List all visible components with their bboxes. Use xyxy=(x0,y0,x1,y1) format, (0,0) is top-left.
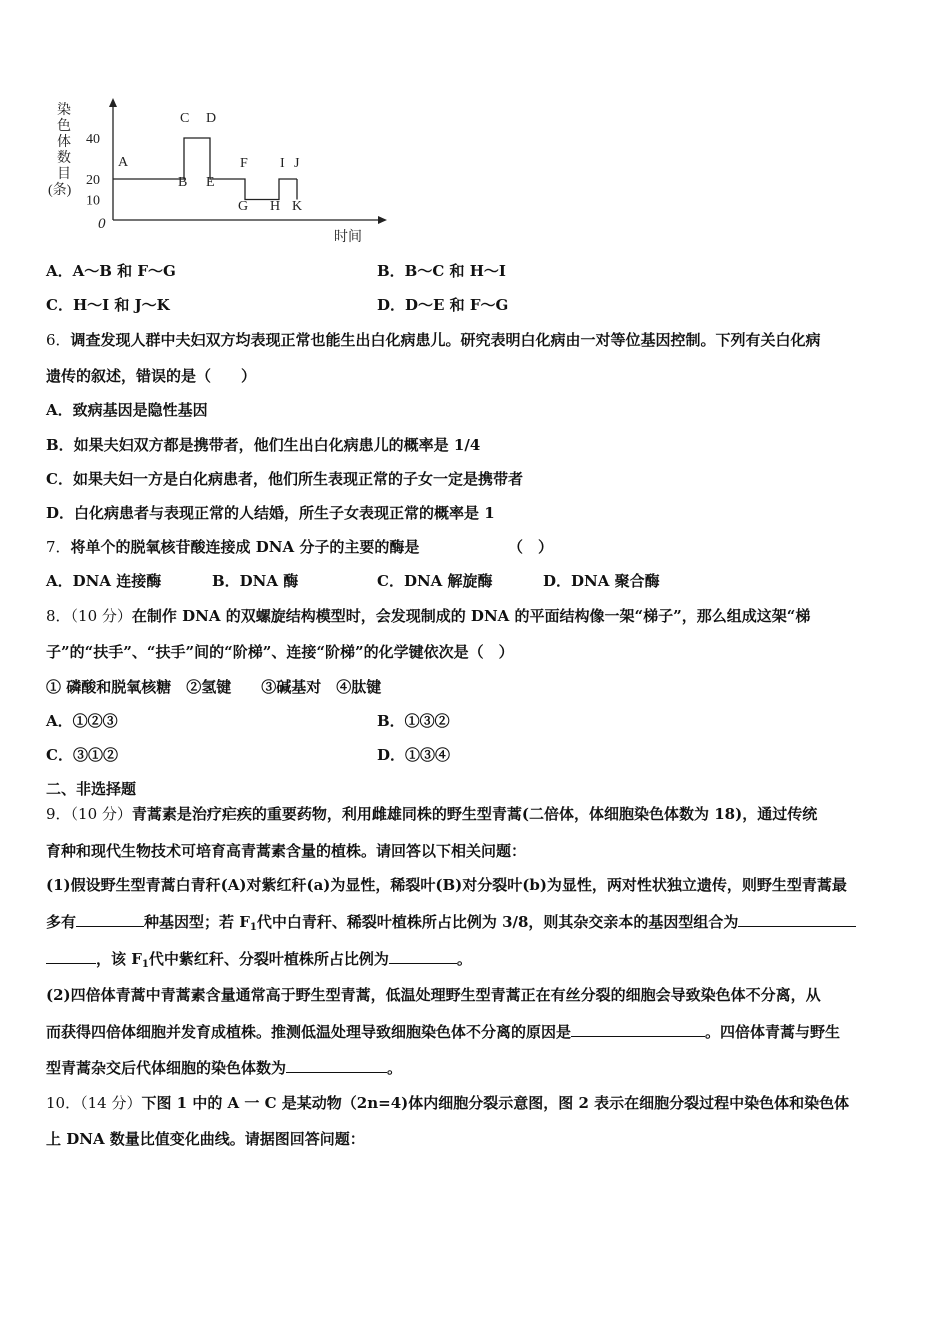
q6-stem-line2: 遗传的叙述，错误的是（ ） xyxy=(46,367,257,385)
q8-stem-line2: 子”的“扶手”、“扶手”间的“阶梯”、连接“阶梯”的化学键依次是（ ） xyxy=(46,643,514,661)
q6-option-c: C．如果夫妇一方是白化病患者，他们所生表现正常的子女一定是携带者 xyxy=(46,470,523,488)
q7-option-b: B．DNA 酶 xyxy=(212,572,299,590)
q6-option-a: A．致病基因是隐性基因 xyxy=(46,401,208,419)
y-axis-label-char: 数 xyxy=(57,151,71,166)
q9-part1-line1: (1)假设野生型青蒿白青秆(A)对紫红秆(a)为显性，稀裂叶(B)对分裂叶(b)为显性，两对性状独立遗传，则野生型青蒿最 xyxy=(46,876,847,894)
q8-score: （10 分） xyxy=(70,607,132,625)
q9-text: 代中紫红秆、分裂叶植株所占比例为 xyxy=(148,950,389,968)
section-heading: 二、非选择题 xyxy=(46,780,137,798)
q10-number: 10． xyxy=(46,1094,81,1112)
q8-stem-line1: 在制作 DNA 的双螺旋结构模型时，会发现制成的 DNA 的平面结构像一架“梯子”，那么组成这架“梯 xyxy=(131,607,811,625)
q9-text: 型青蒿杂交后代体细胞的染色体数为 xyxy=(46,1059,287,1077)
answer-blank-genotype-count[interactable] xyxy=(76,912,144,927)
q8-stem xyxy=(46,606,910,626)
q8-option-c: C．③①② xyxy=(46,746,118,764)
answer-blank-reason[interactable] xyxy=(571,1022,705,1037)
point-label-h: H xyxy=(270,199,281,214)
q9-part2-line1: (2)四倍体青蒿中青蒿素含量通常高于野生型青蒿，低温处理野生型青蒿正在有丝分裂的细胞会导致染色体不分离，从 xyxy=(46,986,821,1004)
q9-stem xyxy=(46,804,910,824)
point-label-i: I xyxy=(280,156,285,171)
point-label-c: C xyxy=(180,111,190,126)
point-label-d: D xyxy=(206,111,217,126)
q9-part1-line2 xyxy=(46,912,910,932)
y-axis-label xyxy=(48,101,72,198)
x-axis-label: 时间 xyxy=(334,230,362,245)
y-axis-label-char: (条) xyxy=(48,183,72,198)
q9-number: 9． xyxy=(46,805,71,823)
q5-option-d: D．D～E 和 F～G xyxy=(377,296,509,314)
point-label-a: A xyxy=(118,155,129,170)
q5-option-a: A．A～B 和 F～G xyxy=(46,262,176,280)
subscript: 1 xyxy=(141,959,149,970)
q9-text: 种基因型；若 F xyxy=(144,913,250,931)
q9-text: 代中白青秆、稀裂叶植株所占比例为 3/8，则其杂交亲本的基因型组合为 xyxy=(256,913,739,931)
point-label-g: G xyxy=(238,199,249,214)
q7-option-a: A．DNA 连接酶 xyxy=(46,572,162,590)
q6-option-b: B．如果夫妇双方都是携带者，他们生出白化病患儿的概率是 1/4 xyxy=(46,436,481,454)
q8-option-d: D．①③④ xyxy=(377,746,451,764)
y-axis-label-char: 色 xyxy=(57,119,71,134)
y-tick-label: 40 xyxy=(86,132,100,147)
point-label-f: F xyxy=(240,156,248,171)
q10-stem-line1: 下图 1 中的 A 一 C 是某动物（2n=4)体内细胞分裂示意图，图 2 表示在细胞分裂过程中染色体和染色体 xyxy=(141,1094,850,1112)
q10-stem xyxy=(46,1093,910,1113)
point-label-e: E xyxy=(206,175,215,190)
q6-stem-line1: 调查发现人群中夫妇双方均表现正常也能生出白化病患儿。研究表明白化病由一对等位基因控制。下列有关白化病 xyxy=(70,331,821,349)
q5-option-b: B．B～C 和 H～I xyxy=(377,262,506,280)
q9-text: 。 xyxy=(456,950,472,968)
y-tick-label: 10 xyxy=(86,193,100,209)
answer-blank-proportion[interactable] xyxy=(389,949,457,964)
point-label-k: K xyxy=(292,199,303,214)
q5-option-c: C．H～I 和 J～K xyxy=(46,296,170,314)
q10-score: （14 分） xyxy=(80,1094,142,1112)
y-tick-label: 20 xyxy=(86,173,100,188)
q8-number: 8． xyxy=(46,607,71,625)
x-axis-arrow xyxy=(378,216,387,224)
q9-score: （10 分） xyxy=(70,805,132,823)
q7-stem-text: 将单个的脱氧核苷酸连接成 DNA 分子的主要的酶是 xyxy=(70,538,420,556)
q7-option-c: C．DNA 解旋酶 xyxy=(377,572,493,590)
q7-number: 7． xyxy=(46,538,71,556)
subscript: 1 xyxy=(249,922,257,933)
q8-option-a: A．①②③ xyxy=(46,712,118,730)
q9-text: 。 xyxy=(387,1059,403,1077)
q9-part1-line3 xyxy=(46,949,910,969)
y-axis-label-char: 染 xyxy=(57,103,71,118)
y-axis-label-char: 目 xyxy=(57,167,71,182)
answer-blank-chromosome-number[interactable] xyxy=(286,1058,387,1073)
chromosome-number-chart xyxy=(40,92,400,250)
y-axis-arrow xyxy=(109,98,117,107)
q9-part2-line3 xyxy=(46,1058,910,1078)
q9-part2-line2 xyxy=(46,1022,910,1042)
q10-stem-line2: 上 DNA 数量比值变化曲线。请据图回答问题： xyxy=(46,1130,365,1148)
q8-items: ① 磷酸和脱氧核糖 ②氢键 ③碱基对 ④肽键 xyxy=(46,678,382,696)
q9-stem-line2: 育种和现代生物技术可培育高青蒿素含量的植株。请回答以下相关问题： xyxy=(46,842,527,860)
q9-text: 多有 xyxy=(46,913,77,931)
q7-option-d: D．DNA 聚合酶 xyxy=(543,572,660,590)
origin-label: 0 xyxy=(98,216,106,232)
point-label-b: B xyxy=(178,175,188,190)
q9-text: 。四倍体青蒿与野生 xyxy=(705,1023,841,1041)
answer-blank-parent-genotypes-cont[interactable] xyxy=(46,949,96,964)
q9-text: 而获得四倍体细胞并发育成植株。推测低温处理导致细胞染色体不分离的原因是 xyxy=(46,1023,572,1041)
q6-option-d: D．白化病患者与表现正常的人结婚，所生子女表现正常的概率是 1 xyxy=(46,504,495,522)
q7-answer-paren: （ ） xyxy=(508,538,554,556)
q8-option-b: B．①③② xyxy=(377,712,450,730)
chromosome-curve xyxy=(113,138,297,200)
q6-number: 6． xyxy=(46,331,71,349)
y-axis-label-char: 体 xyxy=(57,135,71,150)
q9-stem-line1: 青蒿素是治疗疟疾的重要药物，利用雌雄同株的野生型青蒿(二倍体，体细胞染色体数为 18)，通过传统 xyxy=(131,805,818,823)
point-label-j: J xyxy=(294,156,300,171)
q6-stem xyxy=(46,330,910,350)
q9-text: ，该 F xyxy=(96,950,142,968)
answer-blank-parent-genotypes[interactable] xyxy=(738,912,856,927)
